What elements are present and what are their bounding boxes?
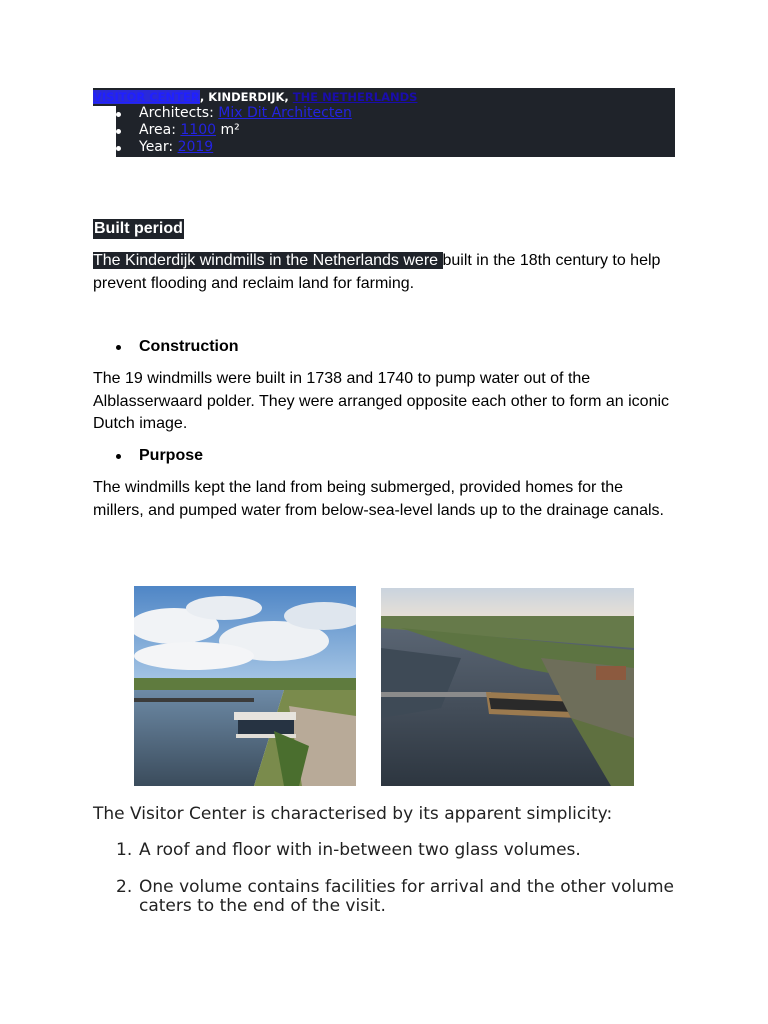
bullet-icon [116, 146, 121, 151]
list-number: 2. [116, 877, 133, 897]
visitor-center-photo-right [381, 588, 634, 786]
info-box [93, 88, 675, 157]
list-text: A roof and floor with in-between two glass volumes. [139, 840, 581, 860]
visitor-center-link[interactable]: VISITOR CENTER [93, 90, 200, 104]
architects-label: Architects: [139, 105, 219, 121]
architects-link[interactable]: Mix Dit Architecten [218, 105, 352, 121]
bullet-icon [116, 454, 121, 459]
bullet-icon [116, 129, 121, 134]
header-separator: , [284, 90, 293, 104]
purpose-paragraph: The windmills kept the land from being submerged, provided homes for the millers, and pumped water from below-sea-level lands up to the drainage canals. [93, 479, 664, 519]
info-header [93, 88, 417, 106]
header-separator: , [199, 90, 209, 104]
location-text: KINDERDIJK [208, 90, 285, 104]
visitor-center-intro: The Visitor Center is characterised by its apparent simplicity: [93, 804, 613, 824]
paragraph-text: built in the 18th century to help prevent flooding and reclaim land for farming. [93, 252, 661, 292]
netherlands-link[interactable]: THE NETHERLANDS [292, 90, 418, 104]
construction-heading: Construction [139, 338, 239, 355]
built-period-heading: Built period [94, 220, 183, 237]
area-unit: m² [216, 122, 240, 138]
list-text: One volume contains facilities for arrival and the other volume caters to the end of the visit. [139, 877, 674, 916]
area-item [139, 122, 240, 139]
year-label: Year: [139, 139, 178, 155]
bullet-icon [116, 345, 121, 350]
construction-paragraph: The 19 windmills were built in 1738 and 1740 to pump water out of the Alblasserwaard polder. They were arranged opposite each other to form an iconic Dutch image. [93, 370, 670, 432]
list-number: 1. [116, 840, 133, 860]
area-link[interactable]: 1100 [180, 122, 217, 138]
architects-item [139, 105, 352, 122]
year-item [139, 139, 213, 156]
visitor-center-photo-left [134, 586, 356, 786]
purpose-heading: Purpose [139, 447, 204, 464]
highlighted-text: The Kinderdijk windmills in the Netherlands were [93, 252, 443, 269]
built-period-paragraph [93, 249, 673, 295]
year-link[interactable]: 2019 [177, 139, 214, 155]
bullet-icon [116, 112, 121, 117]
area-label: Area: [139, 122, 181, 138]
